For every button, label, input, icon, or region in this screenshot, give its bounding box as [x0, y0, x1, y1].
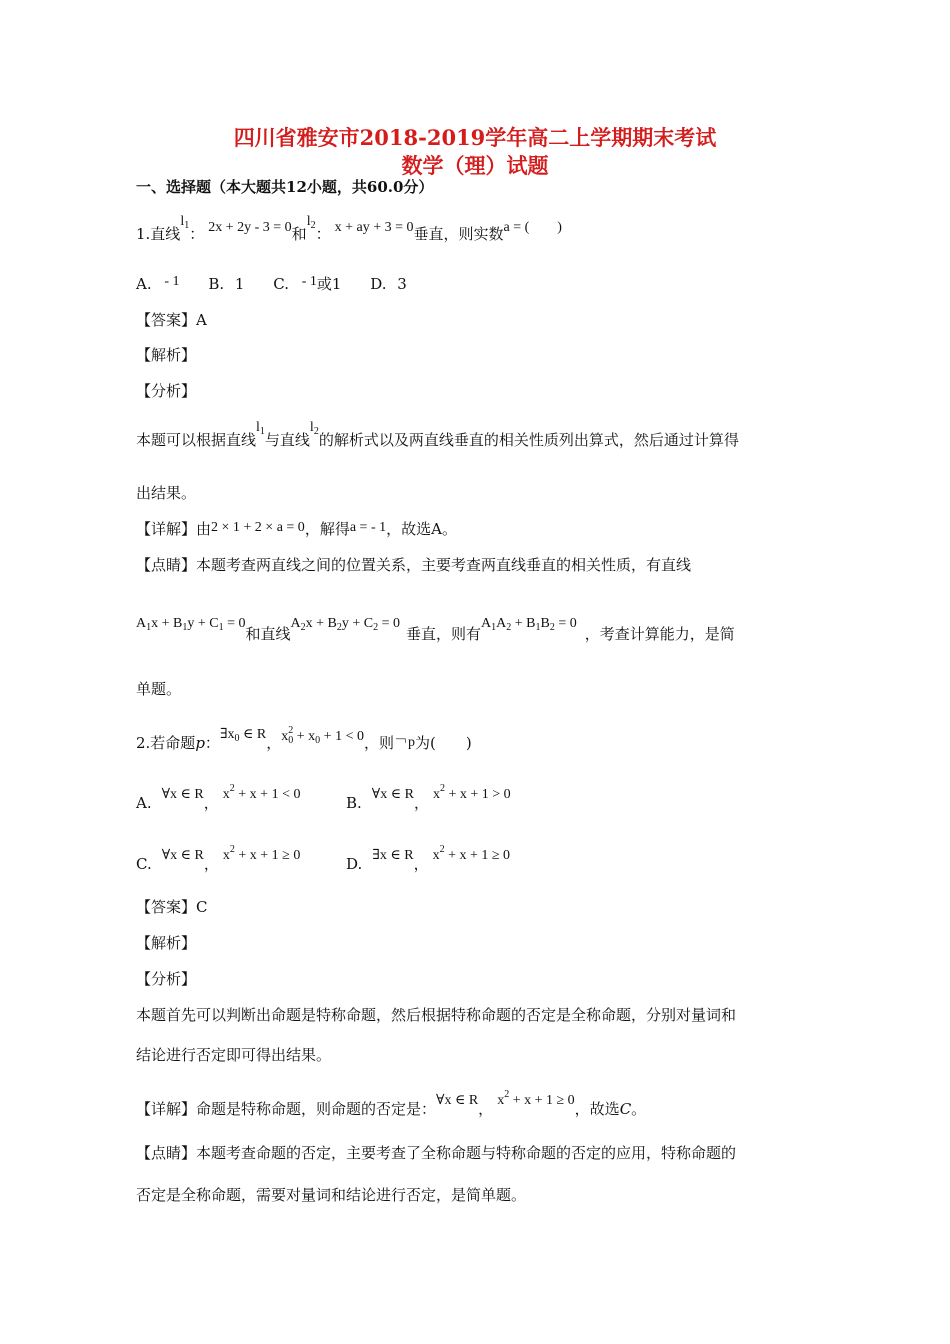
- q1-perp-condition: $A_1A_2 + B_1B_2 = 0$: [481, 616, 577, 633]
- document-title-line1: 四川省雅安市2018-2019学年高二上学期期末考试: [233, 125, 717, 150]
- q1-l2: $l_2$: [306, 214, 316, 231]
- q1-option-c-suffix: 或1: [316, 275, 342, 293]
- q2-answer: 【答案】C: [136, 898, 208, 916]
- q1-perp: 垂直，则实数: [413, 225, 504, 243]
- q1-line-eq-general-1: $A_1x + B_1y + C_1 = 0$: [136, 616, 246, 633]
- q1-fenxi: 【分析】: [136, 382, 197, 400]
- q1-analysis-l2: $l_2$: [309, 420, 319, 437]
- q1-jiexi: 【解析】: [136, 346, 197, 364]
- q1-analysis-line1: 本题可以根据直线$l_1$与直线$l_2$的解析式以及两直线垂直的相关性质列出算式，然后通过计算得: [136, 420, 739, 449]
- q1-answer: 【答案】A: [136, 311, 207, 329]
- q1-option-a-value: - 1: [164, 274, 180, 289]
- q2-p: p: [195, 734, 205, 752]
- q1-detail: 【详解】由2 × 1 + 2 × a = 0，解得a = - 1，故选A。: [136, 520, 457, 538]
- q2-jiexi: 【解析】: [136, 934, 197, 952]
- q1-eq2: x + ay + 3 = 0: [334, 220, 414, 235]
- q1-prefix: 1.直线: [136, 225, 181, 243]
- q2-analysis-line1: 本题首先可以判断出命题是特称命题，然后根据特称命题的否定是全称命题，分别对量词和: [136, 1006, 737, 1024]
- q1-option-a-label: A.: [136, 275, 152, 293]
- q1-dianjing-line1: 【点睛】本题考查两直线之间的位置关系，主要考查两直线垂直的相关性质，有直线: [136, 556, 692, 574]
- q2-dianjing-line2: 否定是全称命题，需要对量词和结论进行否定，是简单题。: [136, 1186, 527, 1204]
- q1-option-c-value: - 1: [301, 274, 317, 289]
- q2-inequality: $x^2_0 + x_0 + 1 < 0$: [281, 725, 364, 746]
- q1-var: a = ( ): [503, 220, 562, 235]
- q1-analysis-l1: $l_1$: [256, 420, 265, 437]
- q2-stem: 2.若命题p：$\exists x_0$ ∈ R，$x^2_0 + x_0 + 1 < 0$，则￢p为( ): [136, 725, 472, 752]
- q1-option-b-value: 1: [234, 275, 245, 293]
- q1-dianjing-line3: 单题。: [136, 680, 182, 698]
- q1-detail-result: a = - 1: [349, 520, 387, 535]
- q2-detail: 【详解】命题是特称命题，则命题的否定是：∀x ∈ R， $x^2 + x + 1 \ge 0$，故选C。: [136, 1089, 647, 1118]
- q1-options: [136, 274, 407, 296]
- q2-fenxi: 【分析】: [136, 970, 197, 988]
- q1-line-eq-general-2: $A_2x + B_2y + C_2 = 0$: [290, 616, 401, 633]
- q1-option-c-label: C.: [273, 275, 289, 293]
- q1-option-d-value: 3: [397, 275, 407, 293]
- q2-option-b: B. ∀x ∈ R， $x^2 + x + 1 > 0$: [346, 783, 511, 812]
- q1-option-d-label: D.: [370, 275, 387, 293]
- q1-and: 和: [291, 225, 307, 243]
- q2-dianjing-line1: 【点睛】本题考查命题的否定，主要考查了全称命题与特称命题的否定的应用，特称命题的: [136, 1144, 737, 1162]
- q1-option-b-label: B.: [208, 275, 225, 293]
- q2-option-d: D. ∃x ∈ R， $x^2 + x + 1 \ge 0$: [346, 844, 511, 873]
- q2-not-p: ￢p: [393, 735, 415, 750]
- q1-stem: 1.直线$l_1$： 2x + 2y - 3 = 0和$l_2$： x + ay + 3 = 0垂直，则实数a = ( ): [136, 214, 562, 243]
- q1-eq1: 2x + 2y - 3 = 0: [208, 220, 292, 235]
- q1-colon: ：: [189, 225, 205, 243]
- q2-analysis-line2: 结论进行否定即可得出结果。: [136, 1046, 332, 1064]
- q2-exists: $\exists x_0$ ∈ R: [219, 727, 267, 744]
- q1-dianjing-line2: $A_1x + B_1y + C_1 = 0$和直线$A_2x + B_2y + C_2 = 0$垂直，则有$A_1A_2 + B_1B_2 = 0$，考查计算能力，是简: [136, 616, 735, 643]
- document-title-line2: 数学（理）试题: [401, 153, 549, 178]
- section-heading: 一、选择题（本大题共12小题，共60.0分）: [136, 178, 434, 196]
- q2-option-a: A. ∀x ∈ R， $x^2 + x + 1 < 0$: [136, 783, 301, 812]
- q1-analysis-line2: 出结果。: [136, 484, 197, 502]
- q2-option-c: C. ∀x ∈ R， $x^2 + x + 1 \ge 0$: [136, 844, 301, 873]
- q1-detail-equation: 2 × 1 + 2 × a = 0: [211, 520, 305, 535]
- q1-l1: $l_1$: [180, 214, 190, 231]
